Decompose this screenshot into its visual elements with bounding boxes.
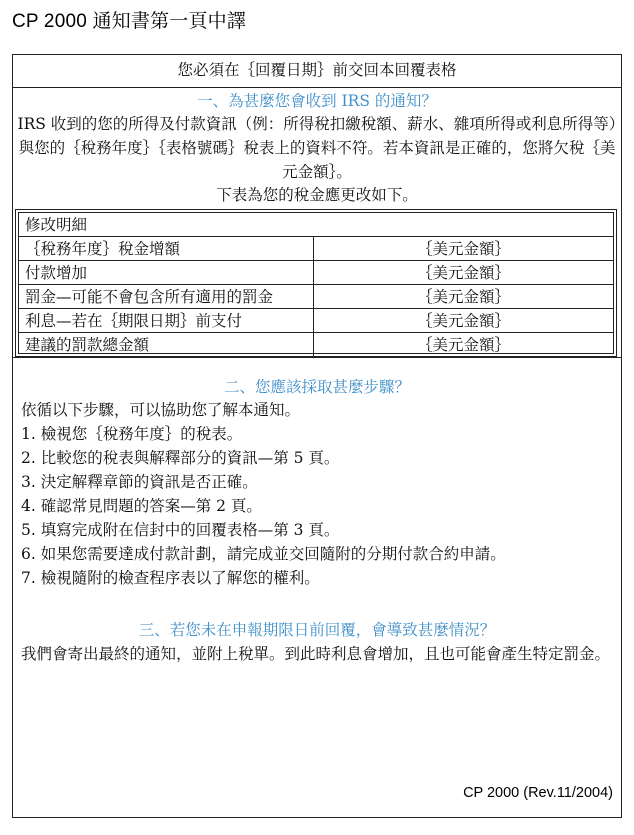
table-row-label: 罰金—可能不會包含所有適用的罰金 bbox=[19, 285, 314, 309]
section1-body: IRS 收到的您的所得及付款資訊（例：所得稅扣繳稅額、薪水、雜項所得或利息所得等）與您的｛稅務年度｝｛表格號碼｝稅表上的資料不符。若本資訊是正確的，您將欠稅｛美元金額｝。 bbox=[17, 115, 617, 181]
section-why-notice bbox=[13, 88, 621, 206]
table-header: 修改明細 bbox=[19, 213, 613, 237]
step-item: 6. 如果您需要達成付款計劃，請完成並交回隨附的分期付款合約申請。 bbox=[21, 545, 506, 563]
step-item: 2. 比較您的稅表與解釋部分的資訊—第 5 頁。 bbox=[21, 449, 340, 467]
table-row bbox=[19, 285, 613, 309]
table-row bbox=[19, 237, 613, 261]
changes-table bbox=[19, 213, 613, 356]
step-item: 5. 填寫完成附在信封中的回覆表格—第 3 頁。 bbox=[21, 521, 340, 539]
section2-heading: 二、您應該採取甚麼步驟？ bbox=[223, 378, 410, 396]
changes-table-wrapper bbox=[15, 209, 617, 357]
table-row-value: ｛美元金額｝ bbox=[314, 261, 614, 285]
table-row-label: 建議的罰款總金額 bbox=[19, 333, 314, 357]
section-steps bbox=[13, 357, 621, 590]
table-row-value: ｛美元金額｝ bbox=[314, 333, 614, 357]
table-row-value: ｛美元金額｝ bbox=[314, 237, 614, 261]
table-row-label: ｛稅務年度｝稅金增額 bbox=[19, 237, 314, 261]
step-item: 4. 確認常見問題的答案—第 2 頁。 bbox=[21, 497, 262, 515]
reply-deadline-banner: 您必須在｛回覆日期｝前交回本回覆表格 bbox=[13, 55, 621, 88]
step-item: 7. 檢視隨附的檢查程序表以了解您的權利。 bbox=[21, 569, 320, 587]
form-revision-footer: CP 2000 (Rev.11/2004) bbox=[463, 785, 613, 801]
step-item: 1. 檢視您｛稅務年度｝的稅表。 bbox=[21, 425, 243, 443]
step-item: 3. 決定解釋章節的資訊是否正確。 bbox=[21, 473, 258, 491]
section1-heading: 一、為甚麼您會收到 IRS 的通知？ bbox=[197, 92, 437, 110]
page-title: CP 2000 通知書第一頁中譯 bbox=[12, 11, 247, 32]
table-row-value: ｛美元金額｝ bbox=[314, 309, 614, 333]
notice-frame bbox=[12, 54, 622, 818]
table-header-row bbox=[19, 213, 613, 237]
section3-body: 我們會寄出最終的通知，並附上稅單。到此時利息會增加，且也可能會產生特定罰金。 bbox=[21, 645, 611, 663]
table-row-label: 付款增加 bbox=[19, 261, 314, 285]
section1-note: 下表為您的稅金應更改如下。 bbox=[216, 186, 418, 204]
section2-intro: 依循以下步驟，可以協助您了解本通知。 bbox=[21, 401, 301, 419]
table-row-value: ｛美元金額｝ bbox=[314, 285, 614, 309]
changes-table-inner bbox=[18, 212, 614, 354]
table-row bbox=[19, 333, 613, 357]
table-row bbox=[19, 309, 613, 333]
table-row bbox=[19, 261, 613, 285]
section3-heading: 三、若您未在申報期限日前回覆，會導致甚麼情況？ bbox=[138, 621, 496, 639]
table-row-label: 利息—若在｛期限日期｝前支付 bbox=[19, 309, 314, 333]
section-no-reply bbox=[13, 619, 621, 667]
